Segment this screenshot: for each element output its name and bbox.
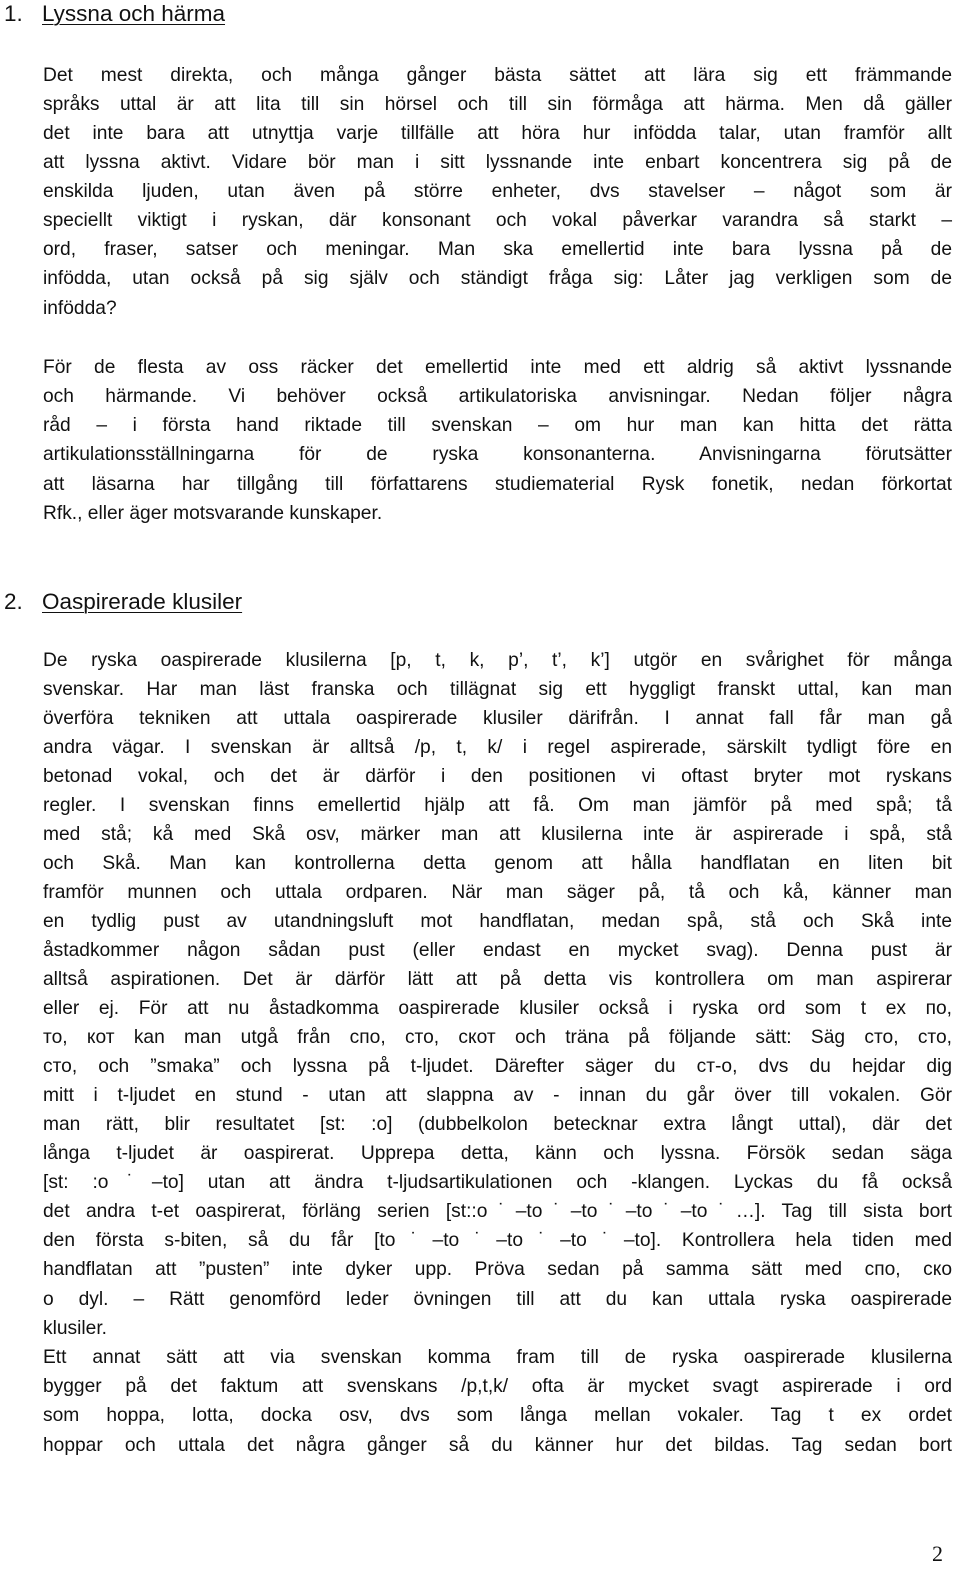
text-line: Det mest direkta, och många gånger bästa sättet att lära sig ett främmande	[43, 65, 952, 86]
text-line: bygger på det faktum att svenskans /p,t,k/ ofta är mycket svagt aspirerade i ord	[43, 1376, 952, 1397]
section-title: Oaspirerade klusiler	[42, 589, 243, 614]
text-line: regler. I svenskan finns emellertid hjälp att få. Om man jämför på med spå; tå	[43, 795, 952, 816]
text-line: överföra tekniken att uttala oaspirerade klusiler därifrån. I annat fall får man gå	[43, 708, 952, 729]
text-line: [st: :o˙–to] utan att ändra t-ljudsartikulationen och -klangen. Lyckas du få också	[43, 1172, 952, 1193]
text-line: mitt i t-ljudet en stund - utan att slappna av - innan du går över till vokalen. Gör	[43, 1085, 952, 1106]
text-line: alltså aspirationen. Det är därför lätt att på detta vis kontrollera om man aspirerar	[43, 969, 952, 990]
text-line: språks uttal är att lita till sin hörsel och till sin förmåga att härma. Men då gäller	[43, 94, 952, 115]
page-number: 2	[932, 1541, 943, 1566]
section-2-heading	[4, 588, 242, 616]
text-line: framför munnen och uttala ordparen. När man säger på, tå och kå, känner man	[43, 882, 952, 903]
text-line: infödda, utan också på sig själv och ständigt fråga sig: Låter jag verkligen som de	[43, 268, 952, 289]
text-line: Ett annat sätt att via svenskan komma fram till de ryska oaspirerade klusilerna	[43, 1347, 952, 1368]
text-line: det inte bara att utnyttja varje tillfälle att höra hur infödda talar, utan framför allt	[43, 123, 952, 144]
text-line: o dyl. – Rätt genomförd leder övningen till att du kan uttala ryska oaspirerade	[43, 1289, 952, 1310]
text-line: och Skå. Man kan kontrollerna detta genom att hålla handflatan en liten bit	[43, 853, 952, 874]
text-line: enskilda ljuden, utan även på större enheter, dvs stavelser – något som är	[43, 181, 952, 202]
section-1-heading	[4, 0, 225, 28]
text-line: den första s-biten, så du får [to˙–to˙–to˙–to˙–to]. Kontrollera hela tiden med	[43, 1230, 952, 1251]
text-line: De ryska oaspirerade klusilerna [p, t, k, p’, t’, k’] utgör en svårighet för många	[43, 650, 952, 671]
text-line: hoppar och uttala det några gånger så du känner hur det bildas. Tag sedan bort	[43, 1435, 952, 1456]
text-line: och härmande. Vi behöver också artikulatoriska anvisningar. Nedan följer några	[43, 386, 952, 407]
text-line: klusiler.	[43, 1318, 107, 1339]
text-line: För de flesta av oss räcker det emellertid inte med ett aldrig så aktivt lyssnande	[43, 357, 952, 378]
text-line: med stå; kå med Skå osv, märker man att klusilerna inte är aspirerade i spå, stå	[43, 824, 952, 845]
text-line: handflatan att ”pusten” inte dyker upp. Pröva sedan på samma sätt med спо, ско	[43, 1259, 952, 1280]
text-line: det andra t-et oaspirerat, förläng serien [st::o˙–to˙–to˙–to˙–to˙…]. Tag till sista bort	[43, 1201, 952, 1222]
text-line: speciellt viktigt i ryskan, där konsonant och vokal påverkar varandra så starkt –	[43, 210, 952, 231]
text-line: som hoppa, lotta, docka osv, dvs som långa mellan vokaler. Tag t ex ordet	[43, 1405, 952, 1426]
text-line: Rfk., eller äger motsvarande kunskaper.	[43, 503, 383, 524]
text-line: eller ej. För att nu åstadkomma oaspirerade klusiler också i ryska ord som t ex по,	[43, 998, 952, 1019]
text-line: råd – i första hand riktade till svenskan – om hur man kan hitta det rätta	[43, 415, 952, 436]
text-line: svenskar. Har man läst franska och tillägnat sig ett hyggligt franskt uttal, kan man	[43, 679, 952, 700]
section-number: 1.	[4, 1, 23, 26]
text-line: то, кот kan man utgå från спо, сто, скот och träna på följande sätt: Säg сто, сто,	[43, 1027, 952, 1048]
section-number: 2.	[4, 589, 23, 614]
text-line: att läsarna har tillgång till författarens studiematerial Rysk fonetik, nedan förkortat	[43, 474, 952, 495]
text-line: att lyssna aktivt. Vidare bör man i sitt lyssnande inte enbart koncentrera sig på de	[43, 152, 952, 173]
section-title: Lyssna och härma	[42, 1, 226, 26]
text-line: andra vägar. I svenskan är alltså /p, t, k/ i regel aspirerade, särskilt tydligt före en	[43, 737, 952, 758]
text-line: en tydlig pust av utandningsluft mot handflatan, medan spå, stå och Skå inte	[43, 911, 952, 932]
text-line: artikulationsställningarna för de ryska konsonanterna. Anvisningarna förutsätter	[43, 444, 952, 465]
text-line: åstadkommer någon sådan pust (eller endast en mycket svag). Denna pust är	[43, 940, 952, 961]
text-line: betonad vokal, och det är därför i den positionen vi oftast bryter mot ryskans	[43, 766, 952, 787]
text-line: långa t-ljudet är oaspirerat. Upprepa detta, känn och lyssna. Försök sedan säga	[43, 1143, 952, 1164]
text-line: infödda?	[43, 298, 117, 319]
text-line: ord, fraser, satser och meningar. Man ska emellertid inte bara lyssna på de	[43, 239, 952, 260]
text-line: man rätt, blir resultatet [st: :o] (dubbelkolon betecknar extra långt uttal), där det	[43, 1114, 952, 1135]
text-line: сто, och ”smaka” och lyssna på t-ljudet. Därefter säger du ст-о, dvs du hejdar dig	[43, 1056, 952, 1077]
